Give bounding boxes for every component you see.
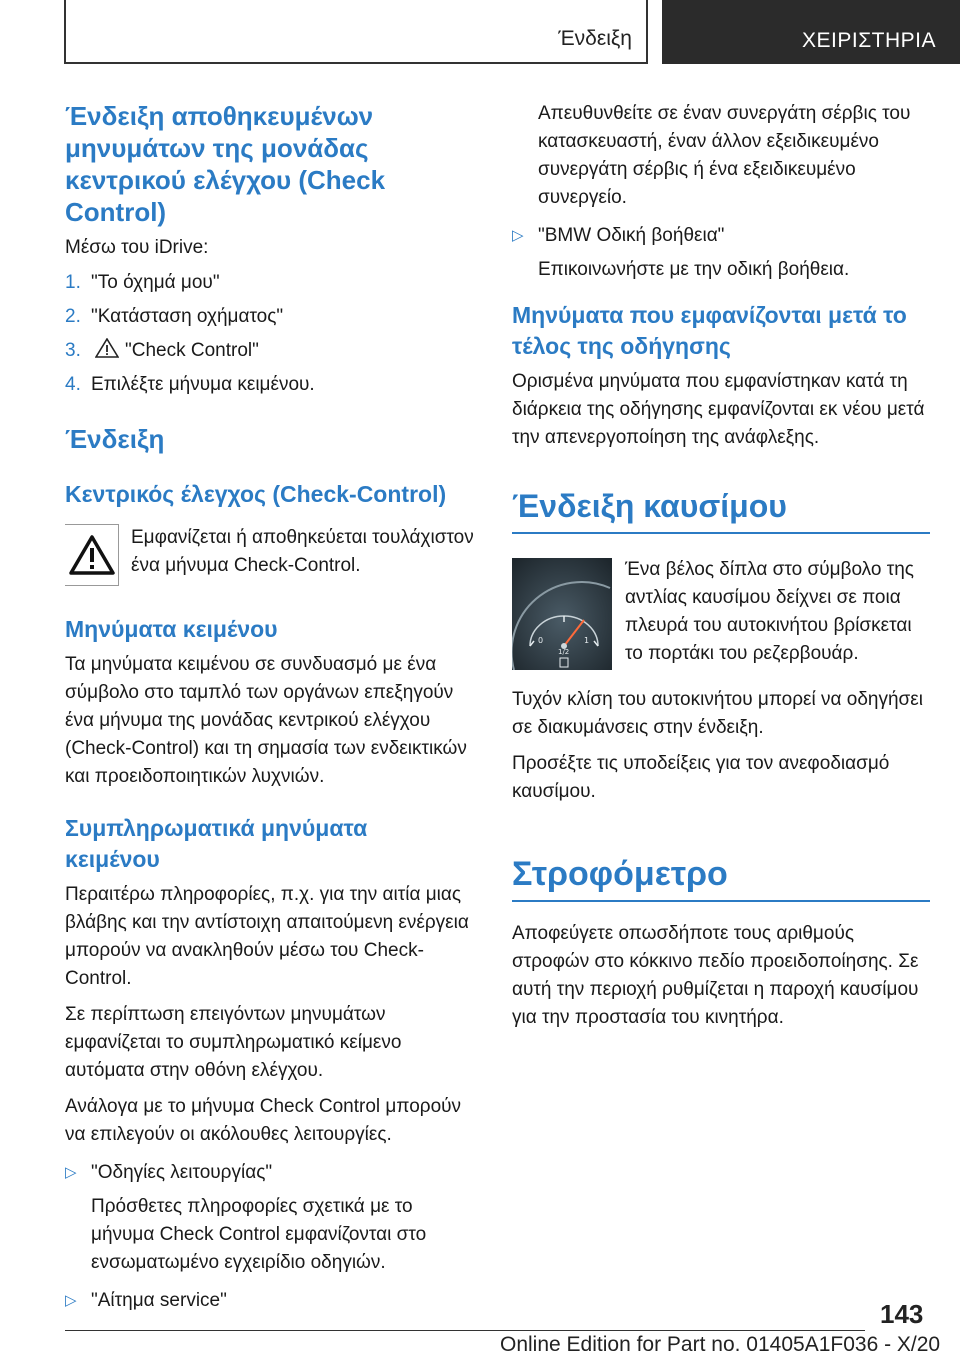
supp-para-3: Ανάλογα με το μήνυμα Check Control μπορούν να επιλεγούν οι ακόλουθες λειτουργίες. xyxy=(65,1096,462,1145)
after-driving-text: Ορισμένα μηνύματα που εμφανίστηκαν κατά τη διάρκεια της οδήγησης εμφανίζονται εκ νέου μετά την απενεργοποίηση της ανάφλεξης. xyxy=(512,371,925,448)
supp-para-1: Περαιτέρω πληροφορίες, π.χ. για την αιτία μιας βλάβης και την αντίστοιχη απαιτούμενη ενέργεια μπορούν να ανακληθούν μέσω του Check-Control. xyxy=(65,884,469,989)
function-operating-instructions: ▷ "Οδηγίες λειτουργίας" xyxy=(65,1159,480,1187)
via-idrive: Μέσω του iDrive: xyxy=(65,237,209,258)
left-column xyxy=(65,100,480,1315)
function-3-desc: Επικοινωνήστε με την οδική βοήθεια. xyxy=(538,259,850,280)
footer-edition: Online Edition for Part no. 01405A1F036 - X/20 xyxy=(500,1333,941,1356)
gauge-label-empty: 0 xyxy=(538,636,544,645)
tachometer-text: Αποφεύγετε οπωσδήποτε τους αριθμούς στροφών στο κόκκινο πεδίο προειδοποίησης. Σε αυτή την περιοχή ρυθμίζεται η παροχή καυσίμου για την προστασία του κινητήρα. xyxy=(512,923,919,1028)
heading-stored-messages: Ένδειξη αποθηκευμένων μηνυμάτων της μονάδας κεντρικού ελέγχου (Check Control) xyxy=(65,101,386,227)
page-number: 143 xyxy=(880,1299,924,1329)
footer-divider xyxy=(65,1330,865,1331)
heading-check-control: Κεντρικός έλεγχος (Check-Control) xyxy=(65,481,447,507)
supp-para-2: Σε περίπτωση επειγόντων μηνυμάτων εμφανίζεται το συμπληρωματικό κείμενο αυτόματα στην οθόνη ελέγχου. xyxy=(65,1004,402,1081)
check-control-text: Εμφανίζεται ή αποθηκεύεται τουλάχιστον ένα μήνυμα Check-Control. xyxy=(131,527,474,576)
check-control-row xyxy=(65,524,480,586)
gauge-label-full: 1 xyxy=(584,636,590,645)
gauge-label-half: 1/2 xyxy=(558,648,570,656)
check-control-symbol xyxy=(65,524,119,586)
fuel-para-3: Προσέξτε τις υποδείξεις για τον ανεφοδιασμό καυσίμου. xyxy=(512,753,890,802)
step-4: 4. Επιλέξτε μήνυμα κειμένου. xyxy=(65,374,315,395)
fuel-para-2: Τυχόν κλίση του αυτοκινήτου μπορεί να οδηγήσει σε διακυμάνσεις στην ένδειξη. xyxy=(512,689,923,738)
section-tab xyxy=(64,0,648,64)
step-1: 1. "Το όχημά μου" xyxy=(65,272,220,293)
fuel-gauge-row xyxy=(512,556,930,674)
fuel-para-1: Ένα βέλος δίπλα στο σύμβολο της αντλίας καυσίμου δείχνει σε ποια πλευρά του αυτοκινήτου βρίσκεται το πορτάκι του ρεζερβουάρ. xyxy=(625,559,914,664)
heading-fuel-gauge: Ένδειξη καυσίμου xyxy=(512,488,787,524)
function-1-desc: Πρόσθετες πληροφορίες σχετικά με το μήνυμα Check Control εμφανίζονται στο ενσωματωμένο εγχειρίδιο οδηγιών. xyxy=(91,1196,427,1273)
triangle-bullet-icon: ▷ xyxy=(65,1164,77,1181)
chapter-tab-label: ΧΕΙΡΙΣΤΗΡΙΑ xyxy=(802,29,937,52)
right-column xyxy=(512,100,930,1032)
step-2: 2. "Κατάσταση οχήματος" xyxy=(65,306,284,327)
triangle-bullet-icon: ▷ xyxy=(512,227,524,244)
tachometer-divider xyxy=(512,900,930,902)
fuel-gauge-image xyxy=(512,558,612,670)
heading-tachometer: Στροφόμετρο xyxy=(512,855,728,893)
triangle-bullet-icon: ▷ xyxy=(65,1292,77,1309)
chapter-tab xyxy=(662,0,960,64)
function-roadside-assistance: ▷ "BMW Οδική βοήθεια" xyxy=(512,222,930,250)
steps-list xyxy=(65,266,480,402)
heading-after-driving: Μηνύματα που εμφανίζονται μετά το τέλος της οδήγησης xyxy=(512,302,907,359)
fuel-divider xyxy=(512,532,930,534)
heading-supplementary: Συμπληρωματικά μηνύματα κειμένου xyxy=(65,815,368,872)
service-desc: Απευθυνθείτε σε έναν συνεργάτη σέρβις του κατασκευαστή, έναν άλλον εξειδικευμένο συνεργάτη σέρβις ή ένα εξειδικευμένο συνεργείο. xyxy=(538,103,911,208)
text-messages-body: Τα μηνύματα κειμένου σε συνδυασμό με ένα σύμβολο στο ταμπλό των οργάνων επεξηγούν ένα μήνυμα της μονάδας κεντρικού ελέγχου (Check-Control) και τη σημασία των ενδεικτικών και προειδοποιητικών λυχνιών. xyxy=(65,654,467,787)
warning-triangle-icon xyxy=(69,535,115,575)
heading-display: Ένδειξη xyxy=(65,424,165,454)
function-service-request: ▷ "Αίτημα service" xyxy=(65,1287,480,1315)
warning-triangle-icon xyxy=(95,338,119,358)
step-3: 3. "Check Control" xyxy=(65,340,259,361)
heading-text-messages: Μηνύματα κειμένου xyxy=(65,616,278,642)
section-tab-label: Ένδειξη xyxy=(558,27,632,50)
